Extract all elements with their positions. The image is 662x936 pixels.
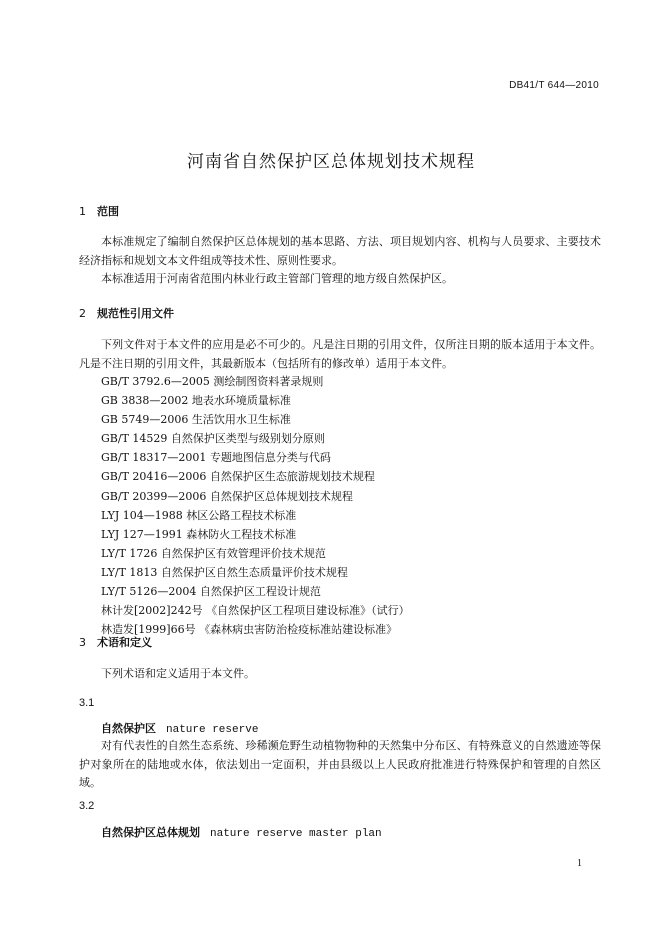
section-title: 术语和定义 (97, 636, 152, 649)
reference-item: GB/T 20399—2006 自然保护区总体规划技术规程 (101, 489, 353, 503)
normative-intro (79, 336, 601, 373)
term-en: nature reserve master plan (210, 828, 382, 840)
reference-item: 林造发[1999]66号 《森林病虫害防治检疫标准站建设标准》 (101, 623, 398, 637)
terms-intro-paragraph: 下列术语和定义适用于本文件。 (101, 667, 255, 680)
term-3-1-heading (101, 720, 258, 736)
section-3-heading (79, 634, 152, 650)
reference-item: GB/T 3792.6—2005 测绘制图资料著录规则 (101, 375, 324, 388)
reference-item: LY/T 1726 自然保护区有效管理评价技术规范 (101, 546, 326, 560)
reference-list (101, 372, 410, 639)
term-3-1-definition (79, 737, 601, 793)
scope-paragraph-2: 本标准适用于河南省范围内林业行政主管部门管理的地方级自然保护区。 (101, 272, 453, 285)
reference-item: GB/T 18317—2001 专题地图信息分类与代码 (101, 451, 331, 465)
section-number: 1 (79, 205, 86, 218)
standard-code: DB41/T 644—2010 (509, 80, 599, 91)
section-title: 范围 (97, 205, 119, 218)
terms-intro (79, 665, 601, 684)
reference-item: 林计发[2002]242号 《自然保护区工程项目建设标准》（试行） (101, 604, 410, 618)
normative-intro-paragraph: 下列文件对于本文件的应用是必不可少的。凡是注日期的引用文件，仅所注日期的版本适用于本文件。凡是不注日期的引用文件，其最新版本（包括所有的修改单）适用于本文件。 (79, 338, 601, 370)
reference-item: GB 3838—2002 地表水环境质量标准 (101, 394, 291, 408)
document-title: 河南省自然保护区总体规划技术规程 (187, 152, 475, 172)
reference-item: LYJ 104—1988 林区公路工程技术标准 (101, 508, 297, 522)
reference-item: GB 5749—2006 生活饮用水卫生标准 (101, 413, 291, 427)
section-number: 2 (79, 307, 86, 320)
section-1-heading (79, 203, 119, 219)
term-3-1-number: 3.1 (79, 697, 95, 709)
section-title: 规范性引用文件 (97, 307, 174, 320)
reference-item: LY/T 1813 自然保护区自然生态质量评价技术规程 (101, 565, 348, 579)
reference-item: GB/T 14529 自然保护区类型与级别划分原则 (101, 432, 325, 446)
term-3-2-heading (101, 824, 382, 840)
section-2-heading (79, 305, 174, 321)
page-number: 1 (577, 858, 582, 869)
term-zh: 自然保护区 (101, 722, 156, 735)
reference-item: LYJ 127—1991 森林防火工程技术标准 (101, 527, 297, 541)
term-definition-paragraph: 对有代表性的自然生态系统、珍稀濒危野生动植物物种的天然集中分布区、有特殊意义的自然遗迹等保护对象所在的陆地或水体，依法划出一定面积，并由县级以上人民政府批准进行特殊保护和管理的自然区域。 (79, 739, 601, 789)
term-en: nature reserve (166, 724, 259, 736)
reference-item: LY/T 5126—2004 自然保护区工程设计规范 (101, 585, 321, 599)
term-3-2-number: 3.2 (79, 800, 95, 812)
term-zh: 自然保护区总体规划 (101, 826, 200, 839)
section-number: 3 (79, 636, 86, 649)
reference-item: GB/T 20416—2006 自然保护区生态旅游规划技术规程 (101, 470, 375, 484)
scope-paragraph-1: 本标准规定了编制自然保护区总体规划的基本思路、方法、项目规划内容、机构与人员要求、主要技术经济指标和规划文本文件组成等技术性、原则性要求。 (79, 235, 601, 267)
scope-text (79, 233, 601, 289)
